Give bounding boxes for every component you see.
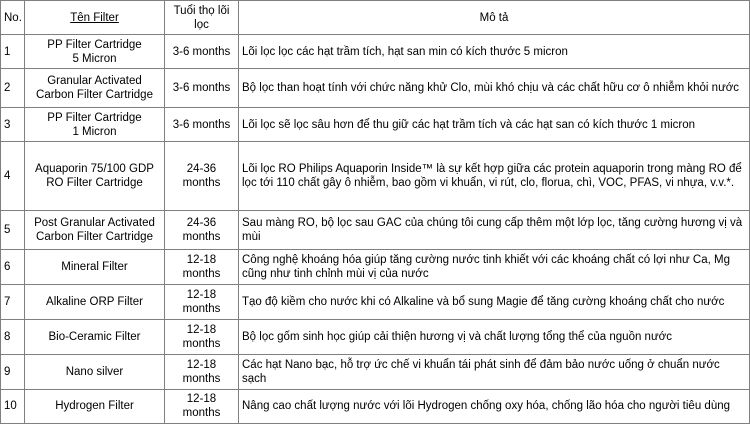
filter-lifespan: 12-18 months [165, 319, 239, 354]
row-number: 3 [1, 107, 25, 141]
table-row [1, 285, 750, 319]
filter-lifespan: 3-6 months [165, 35, 239, 69]
filter-lifespan: 12-18 months [165, 389, 239, 424]
header-no: No. [1, 1, 25, 35]
row-number: 9 [1, 355, 25, 389]
filter-lifespan: 12-18 months [165, 249, 239, 284]
row-number: 10 [1, 389, 25, 424]
filter-description: Lõi lọc RO Philips Aquaporin Inside™ là sự kết hợp giữa các protein aquaporin trong màng RO để lọc tới 110 chất gây ô nhiễm, bao gồm vi khuẩn, vi rút, clo, florua, chì, VOC, PFAS, vi nhựa, v.v.*. [239, 142, 750, 211]
filter-name: Granular Activated Carbon Filter Cartridge [25, 69, 165, 107]
table-row [1, 35, 750, 69]
header-filter-name: Tên Filter [25, 1, 165, 35]
filter-lifespan: 12-18 months [165, 355, 239, 389]
filter-description: Các hạt Nano bạc, hỗ trợ ức chế vi khuẩn tái phát sinh để đảm bảo nước uống ở chuẩn nước sạch [239, 355, 750, 389]
header-filter-life: Tuổi thọ lõi lọc [165, 1, 239, 35]
filter-description: Tạo độ kiềm cho nước khi có Alkaline và bổ sung Magie để tăng cường khoáng chất cho nước [239, 285, 750, 319]
filter-description: Sau màng RO, bộ lọc sau GAC của chúng tôi cung cấp thêm một lớp lọc, tăng cường hương vị và mùi [239, 211, 750, 249]
table-row [1, 142, 750, 211]
filter-description: Công nghệ khoáng hóa giúp tăng cường nước tinh khiết với các khoáng chất có lợi như Ca, Mg cũng như tinh chỉnh mùi vị của nước [239, 249, 750, 284]
table-row [1, 107, 750, 141]
filter-name: Nano silver [25, 355, 165, 389]
filter-lifespan: 3-6 months [165, 107, 239, 141]
filter-name: Post Granular Activated Carbon Filter Cartridge [25, 211, 165, 249]
row-number: 5 [1, 211, 25, 249]
table-row [1, 249, 750, 284]
row-number: 7 [1, 285, 25, 319]
filter-description: Bộ lọc gốm sinh học giúp cải thiện hương vị và chất lượng tổng thể của nguồn nước [239, 319, 750, 354]
filter-description: Bộ lọc than hoạt tính với chức năng khử Clo, mùi khó chịu và các chất hữu cơ ô nhiễm khỏi nước [239, 69, 750, 107]
filter-lifespan: 24-36 months [165, 142, 239, 211]
filter-name: Bio-Ceramic Filter [25, 319, 165, 354]
filter-name: PP Filter Cartridge 1 Micron [25, 107, 165, 141]
table-row [1, 69, 750, 107]
filter-lifespan: 24-36 months [165, 211, 239, 249]
filter-name: Hydrogen Filter [25, 389, 165, 424]
filter-description: Nâng cao chất lượng nước với lõi Hydrogen chống oxy hóa, chống lão hóa cho người tiêu dùng [239, 389, 750, 424]
filter-name: Alkaline ORP Filter [25, 285, 165, 319]
row-number: 4 [1, 142, 25, 211]
filter-lifespan: 3-6 months [165, 69, 239, 107]
filter-name: PP Filter Cartridge 5 Micron [25, 35, 165, 69]
filter-name: Mineral Filter [25, 249, 165, 284]
filter-name: Aquaporin 75/100 GDP RO Filter Cartridge [25, 142, 165, 211]
table-row [1, 355, 750, 389]
filter-lifespan: 12-18 months [165, 285, 239, 319]
filter-description: Lõi lọc lọc các hạt trầm tích, hạt san min có kích thước 5 micron [239, 35, 750, 69]
table-header-row [1, 1, 750, 35]
filter-description: Lõi lọc sẽ lọc sâu hơn để thu giữ các hạt trầm tích và các hạt san có kích thước 1 micron [239, 107, 750, 141]
table-row [1, 319, 750, 354]
table-row [1, 389, 750, 424]
row-number: 6 [1, 249, 25, 284]
row-number: 1 [1, 35, 25, 69]
table-row [1, 211, 750, 249]
header-description: Mô tả [239, 1, 750, 35]
row-number: 2 [1, 69, 25, 107]
row-number: 8 [1, 319, 25, 354]
